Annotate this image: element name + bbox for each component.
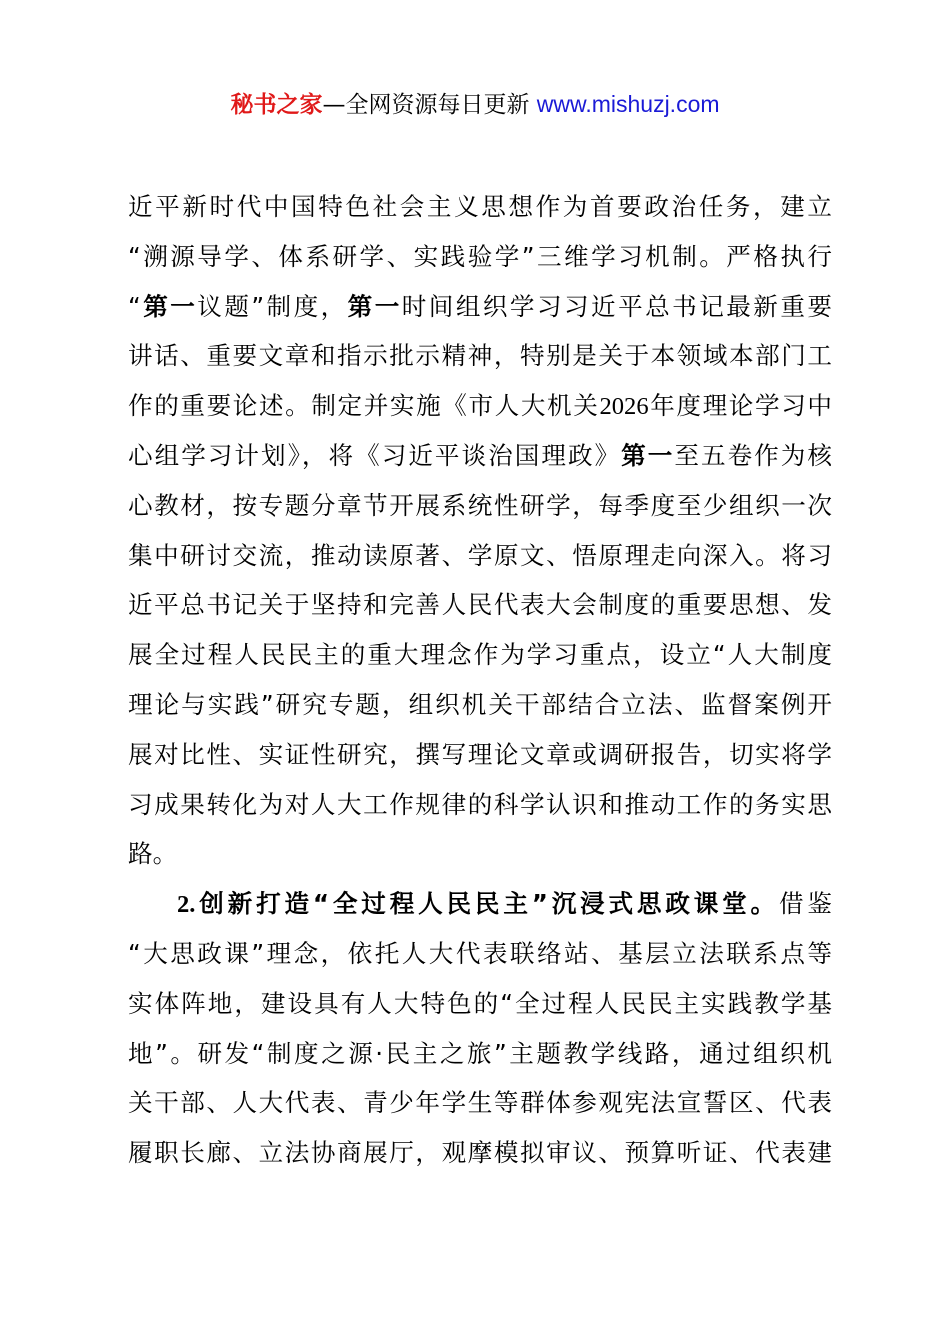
bold-text: 第一 (621, 440, 675, 470)
text-line: 路。 (128, 839, 178, 869)
bold-text: 第一 (347, 291, 402, 321)
text-fragment: 作的重要论述。制定并实施《市人大机关 (128, 391, 600, 421)
text-line: 近平总书记关于坚持和完善人民代表大会制度的重要思想、发 (128, 590, 832, 620)
header-dash: — (322, 92, 346, 118)
text-fragment: 年度理论学习中 (648, 391, 832, 421)
text-line: 履职长廊、立法协商展厅，观摩模拟审议、预算听证、代表建 (128, 1138, 832, 1168)
section-number: 2. (177, 891, 196, 919)
site-header (0, 86, 950, 123)
text-line: 讲话、重要文章和指示批示精神，特别是关于本领域本部门工 (128, 341, 832, 371)
header-tagline: 全网资源每日更新 (345, 92, 530, 118)
text-line (128, 381, 832, 431)
text-line: 近平新时代中国特色社会主义思想作为首要政治任务，建立 (128, 192, 832, 221)
text-line: 集中研讨交流，推动读原著、学原文、悟原理走向深入。将习 (128, 540, 832, 570)
text-line: 展对比性、实证性研究，撰写理论文章或调研报告，切实将学 (128, 739, 832, 769)
text-fragment: “ (128, 291, 141, 321)
paragraph-2 (128, 879, 832, 1178)
text-line (128, 282, 832, 332)
text-fragment: 议题”制度， (197, 291, 348, 321)
text-line: 习成果转化为对人大工作规律的科学认识和推动工作的务实思 (128, 789, 832, 819)
text-fragment: 时间组织学习习近平总书记最新重要 (401, 291, 832, 321)
text-line (128, 431, 832, 481)
text-line: 理论与实践”研究专题，组织机关干部结合立法、监督案例开 (128, 689, 832, 719)
year-number: 2026 (599, 393, 649, 421)
text-line: 展全过程人民民主的重大理念作为学习重点，设立“人大制度 (128, 640, 832, 670)
document-body (128, 182, 832, 1178)
section-title: 创新打造“全过程人民民主”沉浸式思政课堂。 (195, 889, 779, 919)
text-line: 地”。研发“制度之源·民主之旅”主题教学线路，通过组织机 (128, 1038, 832, 1068)
section-heading-line (128, 879, 832, 929)
site-url-link[interactable]: www.mishuzj.com (536, 91, 720, 117)
text-line: “溯源导学、体系研学、实践验学”三维学习机制。严格执行 (128, 241, 832, 271)
paragraph-1 (128, 182, 832, 879)
brand-name: 秘书之家 (230, 92, 323, 118)
text-line: 实体阵地，建设具有人大特色的“全过程人民民主实践教学基 (128, 988, 832, 1018)
text-line: 关干部、人大代表、青少年学生等群体参观宪法宣誓区、代表 (128, 1088, 832, 1118)
text-fragment: 借鉴 (778, 889, 832, 919)
text-line: 心教材，按专题分章节开展系统性研学，每季度至少组织一次 (128, 490, 832, 520)
bold-text: 第一 (140, 291, 198, 321)
text-line: “大思政课”理念，依托人大代表联络站、基层立法联系点等 (128, 938, 832, 968)
text-fragment: 心组学习计划》，将《习近平谈治国理政》 (128, 440, 622, 470)
text-fragment: 至五卷作为核 (674, 440, 832, 470)
